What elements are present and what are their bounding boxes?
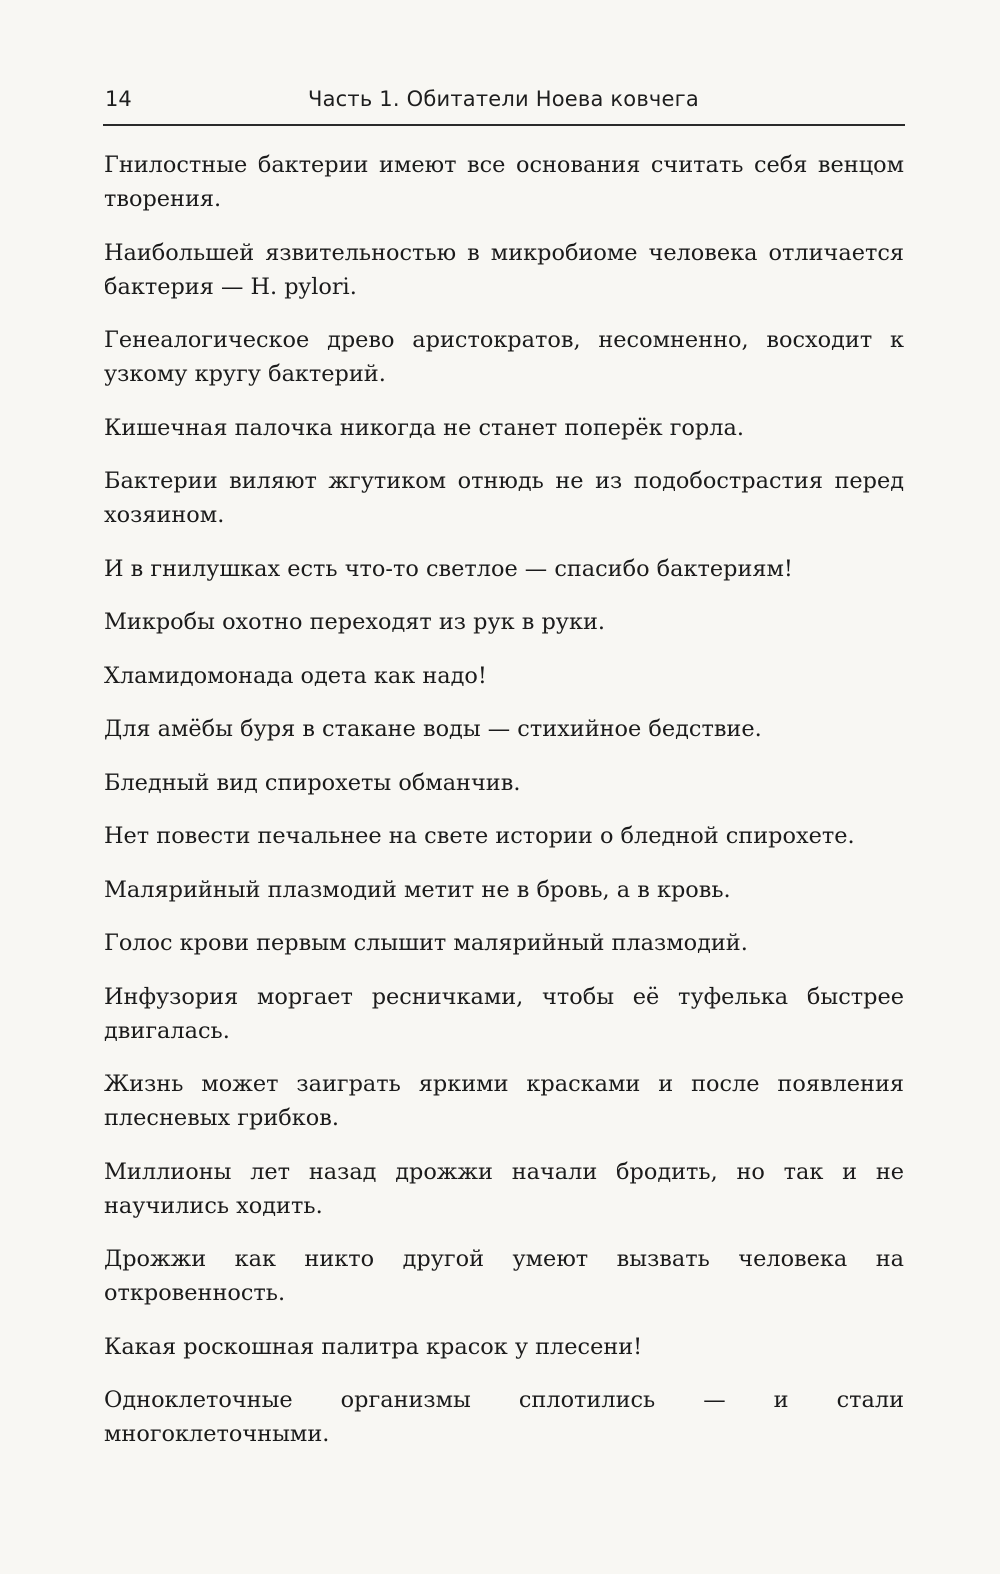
aphorism-paragraph: Генеалогическое древо аристократов, несомненно, восходит к узкому кругу бактерий. — [104, 327, 904, 387]
page-body — [104, 148, 904, 1471]
page-number: 14 — [105, 87, 132, 111]
aphorism-paragraph: Дрожжи как никто другой умеют вызвать человека на откровенность. — [104, 1246, 904, 1306]
aphorism-paragraph: Бледный вид спирохеты обманчив. — [104, 769, 521, 796]
aphorism-paragraph: И в гнилушках есть что-то светлое — спасибо бактериям! — [104, 555, 793, 582]
chapter-title: Часть 1. Обитатели Ноева ковчега — [308, 87, 699, 111]
aphorism-paragraph: Малярийный плазмодий метит не в бровь, а в кровь. — [104, 876, 731, 903]
aphorism-paragraph: Жизнь может заиграть яркими красками и после появления плесневых грибков. — [104, 1071, 904, 1131]
aphorism-paragraph: Одноклеточные организмы сплотились — и стали многоклеточными. — [104, 1387, 904, 1447]
aphorism-paragraph: Для амёбы буря в стакане воды — стихийное бедствие. — [104, 716, 762, 742]
running-header — [103, 84, 905, 126]
aphorism-paragraph: Миллионы лет назад дрожжи начали бродить, но так и не научились ходить. — [104, 1158, 904, 1219]
aphorism-paragraph: Бактерии виляют жгутиком отнюдь не из подобострастия перед хозяином. — [104, 468, 904, 528]
aphorism-paragraph: Нет повести печальнее на свете истории о бледной спирохете. — [104, 823, 855, 849]
aphorism-paragraph: Хламидомонада одета как надо! — [104, 662, 487, 689]
aphorism-paragraph: Гнилостные бактерии имеют все основания считать себя венцом творения. — [104, 152, 904, 212]
aphorism-paragraph: Какая роскошная палитра красок у плесени! — [104, 1333, 643, 1360]
aphorism-paragraph: Кишечная палочка никогда не станет поперёк горла. — [104, 414, 744, 441]
aphorism-paragraph: Наибольшей язвительностью в микробиоме человека отличается бактерия — H. pylori. — [104, 239, 904, 300]
aphorism-paragraph: Голос крови первым слышит малярийный плазмодий. — [104, 930, 748, 956]
aphorism-paragraph: Микробы охотно переходят из рук в руки. — [104, 609, 605, 635]
aphorism-paragraph: Инфузория моргает ресничками, чтобы её туфелька быстрее двигалась. — [104, 983, 904, 1044]
